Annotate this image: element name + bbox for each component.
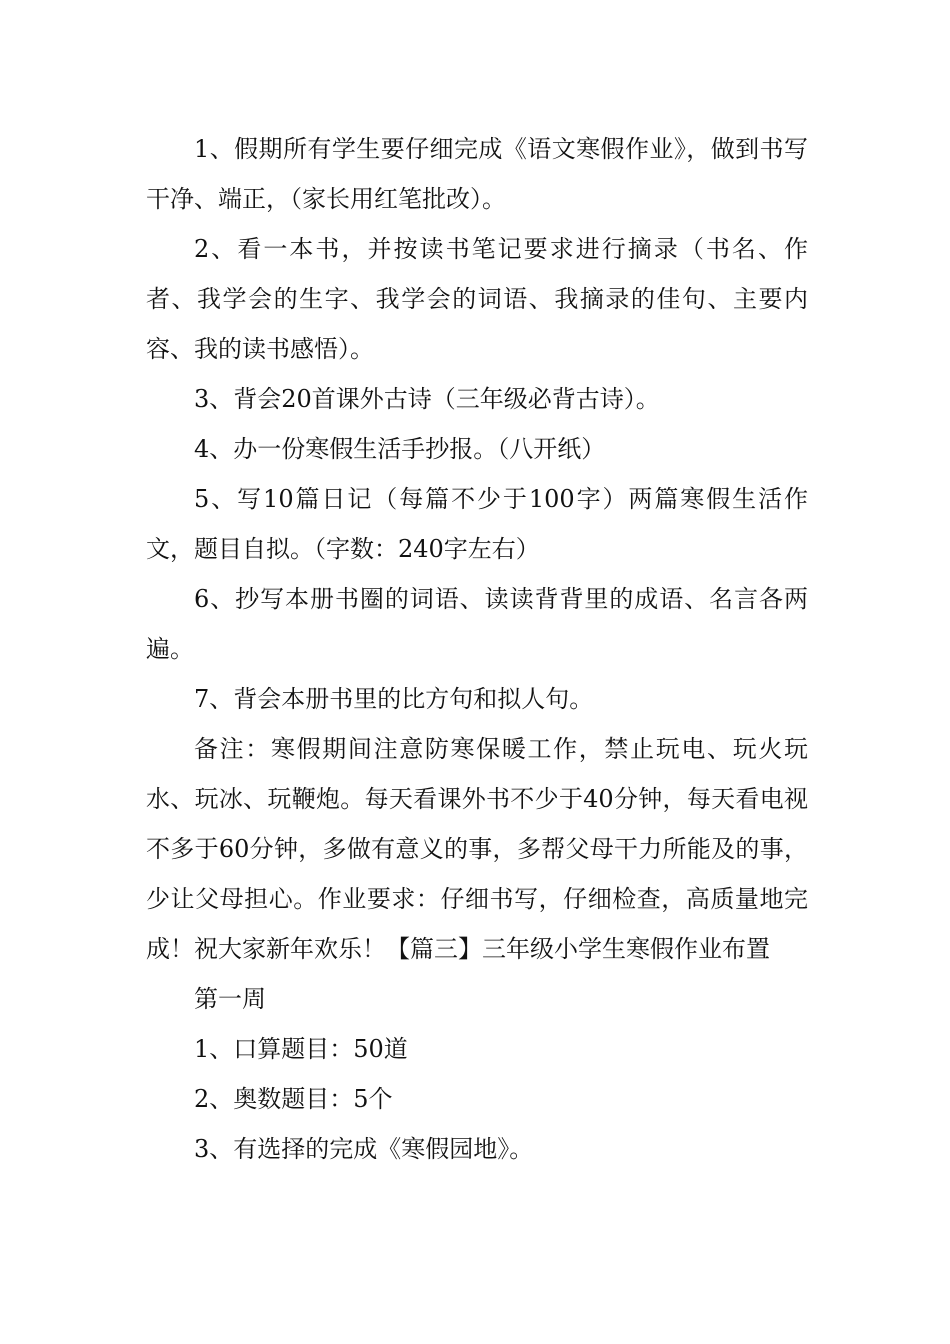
paragraph-homework-1: 1、假期所有学生要仔细完成《语文寒假作业》，做到书写干净、端正，（家长用红笔批改）。 — [146, 135, 808, 213]
paragraph-homework-2: 2、看一本书，并按读书笔记要求进行摘录（书名、作者、我学会的生字、我学会的词语、我摘录的佳句、主要内容、我的读书感悟）。 — [146, 235, 808, 363]
paragraph-homework-6: 6、抄写本册书圈的词语、读读背背里的成语、名言各两遍。 — [146, 585, 808, 663]
paragraph-note: 备注：寒假期间注意防寒保暖工作，禁止玩电、玩火玩水、玩冰、玩鞭炮。每天看课外书不少于40分钟，每天看电视不多于60分钟，多做有意义的事，多帮父母干力所能及的事，少让父母担心。作业要求：仔细书写，仔细检查，高质量地完成！祝大家新年欢乐！【篇三】三年级小学生寒假作业布置 — [146, 735, 808, 963]
list-item-week-1-1: 1、口算题目：50道 — [194, 1035, 408, 1063]
section-heading-week-1: 第一周 — [194, 985, 266, 1013]
list-item-week-1-3: 3、有选择的完成《寒假园地》。 — [194, 1135, 534, 1163]
list-item-week-1-2: 2、奥数题目：5个 — [194, 1085, 393, 1113]
paragraph-homework-7: 7、背会本册书里的比方句和拟人句。 — [194, 685, 594, 713]
paragraph-homework-4: 4、办一份寒假生活手抄报。（八开纸） — [194, 435, 606, 463]
document-body — [146, 124, 808, 1174]
paragraph-homework-5: 5、写10篇日记（每篇不少于100字）两篇寒假生活作文，题目自拟。（字数：240字左右） — [146, 485, 808, 563]
paragraph-homework-3: 3、背会20首课外古诗（三年级必背古诗）。 — [194, 385, 660, 413]
